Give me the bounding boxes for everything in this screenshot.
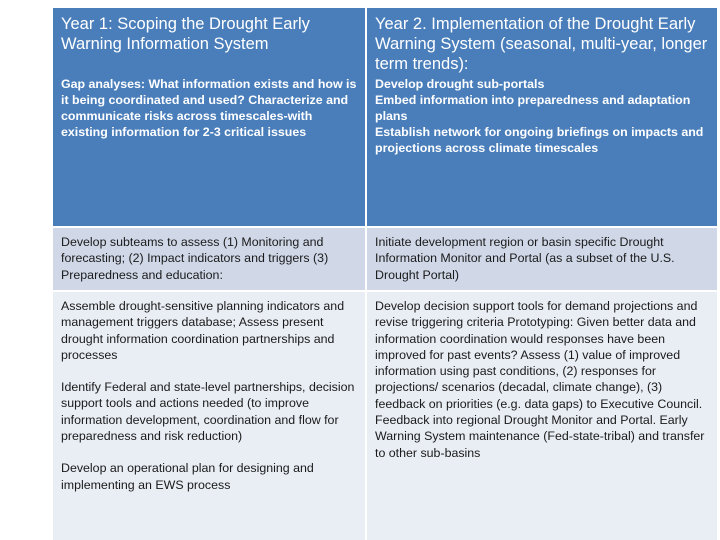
year1-operational-plan-text: Develop an operational plan for designing and implementing an EWS process bbox=[61, 461, 314, 492]
year2-title: Year 2. Implementation of the Drought Early Warning System (seasonal, multi-year, longer term trends): bbox=[375, 15, 708, 73]
year2-row3-cell bbox=[365, 290, 717, 540]
year1-partnerships-text: Identify Federal and state-level partnerships, decision support tools and actions needed (to improve information development, coordination and flow for preparedness and risk reduction) bbox=[61, 380, 355, 444]
year1-row2-cell bbox=[53, 226, 365, 290]
year2-bullet-embed: Embed information into preparedness and adaptation plans bbox=[375, 93, 691, 123]
year1-intro: Gap analyses: What information exists and how is it being coordinated and used? Characterize and communicate risks across timescales-with existing information for 2-3 critical issues bbox=[61, 77, 357, 139]
year2-decision-support-text: Develop decision support tools for demand projections and revise triggering criteria Prototyping: Given better data and information coordination would responses have been improved for past events? Assess (1) value of improved information using past conditions, (2) responses for projections/ scenarios (decadal, climate change), (3) feedback on priorities (e.g. data gaps) to Executive Council. Feedback into regional Drought Monitor and Portal. Early Warning System maintenance (Fed-state-tribal) and transfer to other sub-basins bbox=[375, 299, 705, 460]
year1-row3-cell bbox=[53, 290, 365, 540]
year2-bullet-subportals: Develop drought sub-portals bbox=[375, 77, 545, 91]
year1-title: Year 1: Scoping the Drought Early Warning Information System bbox=[61, 15, 310, 53]
year1-subteams-text: Develop subteams to assess (1) Monitoring and forecasting; (2) Impact indicators and triggers (3) Preparedness and education: bbox=[61, 235, 329, 282]
year1-indicators-text: Assemble drought-sensitive planning indicators and management triggers database; Assess present drought information coordination partnerships and processes bbox=[61, 299, 345, 362]
year1-header-cell bbox=[53, 8, 365, 226]
drought-ews-table bbox=[53, 8, 717, 540]
year2-row2-cell bbox=[365, 226, 717, 290]
year2-header-cell bbox=[365, 8, 717, 226]
year2-portal-text: Initiate development region or basin specific Drought Information Monitor and Portal (as a subset of the U.S. Drought Portal) bbox=[375, 235, 675, 282]
year2-bullet-network: Establish network for ongoing briefings on impacts and projections across climate timescales bbox=[375, 125, 704, 155]
